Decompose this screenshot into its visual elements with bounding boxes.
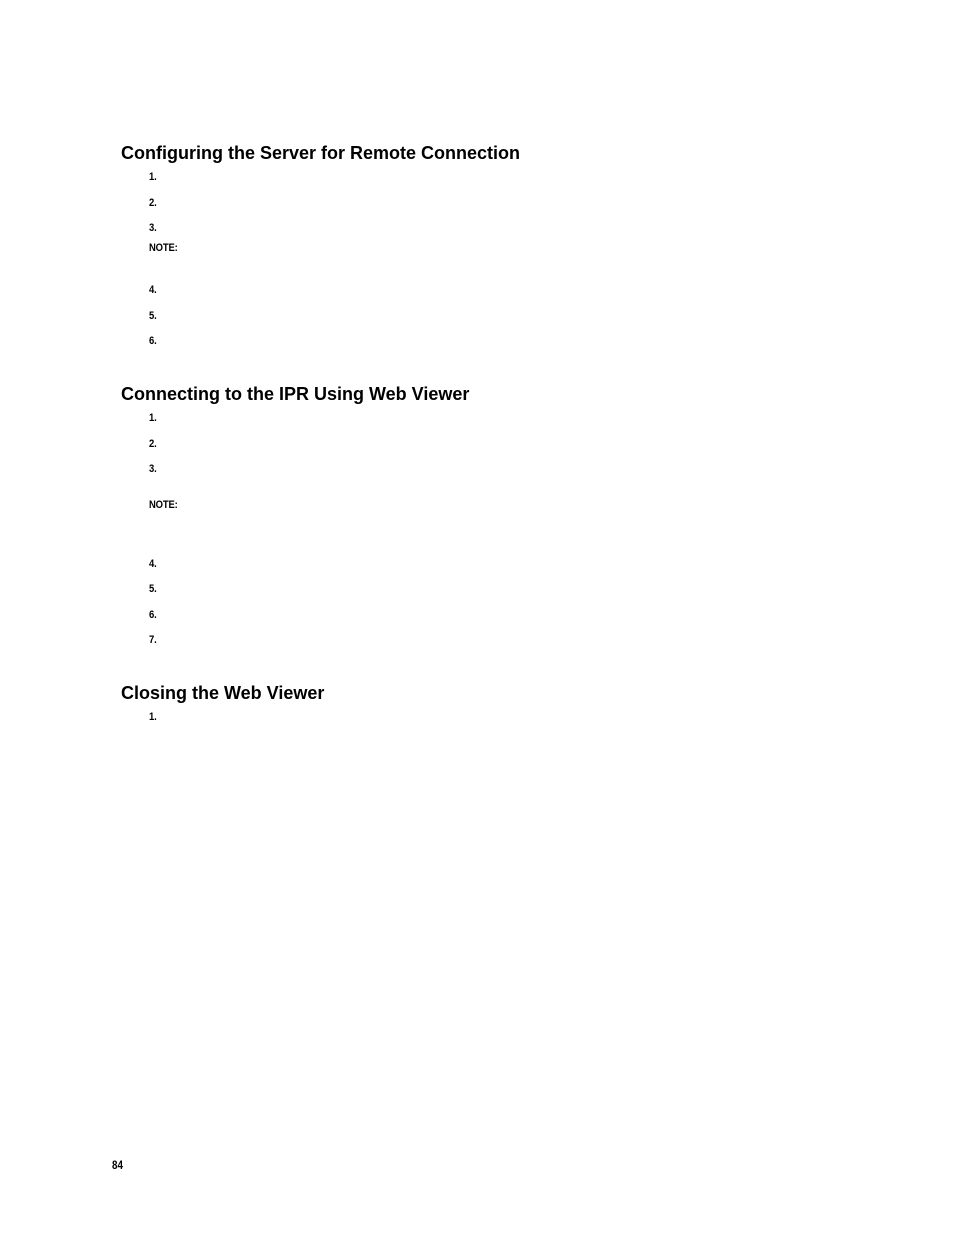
section-heading-connecting-ipr: Connecting to the IPR Using Web Viewer [121,384,470,404]
step-number: 7. [149,634,157,646]
page-number: 84 [112,1158,123,1172]
step-number: 5. [149,310,157,322]
note-label: NOTE: [149,242,178,254]
step-number: 3. [149,222,157,234]
section-heading-configuring-server: Configuring the Server for Remote Connection [121,143,521,163]
step-number: 3. [149,463,157,475]
step-number: 6. [149,609,157,621]
note-label: NOTE: [149,499,178,511]
step-number: 6. [149,335,157,347]
step-number: 5. [149,583,157,595]
step-number: 1. [149,412,157,424]
step-number: 1. [149,711,157,723]
step-number: 1. [149,171,157,183]
step-number: 2. [149,197,157,209]
step-number: 4. [149,284,157,296]
step-number: 2. [149,438,157,450]
section-heading-closing-web-viewer: Closing the Web Viewer [121,683,325,703]
step-number: 4. [149,558,157,570]
